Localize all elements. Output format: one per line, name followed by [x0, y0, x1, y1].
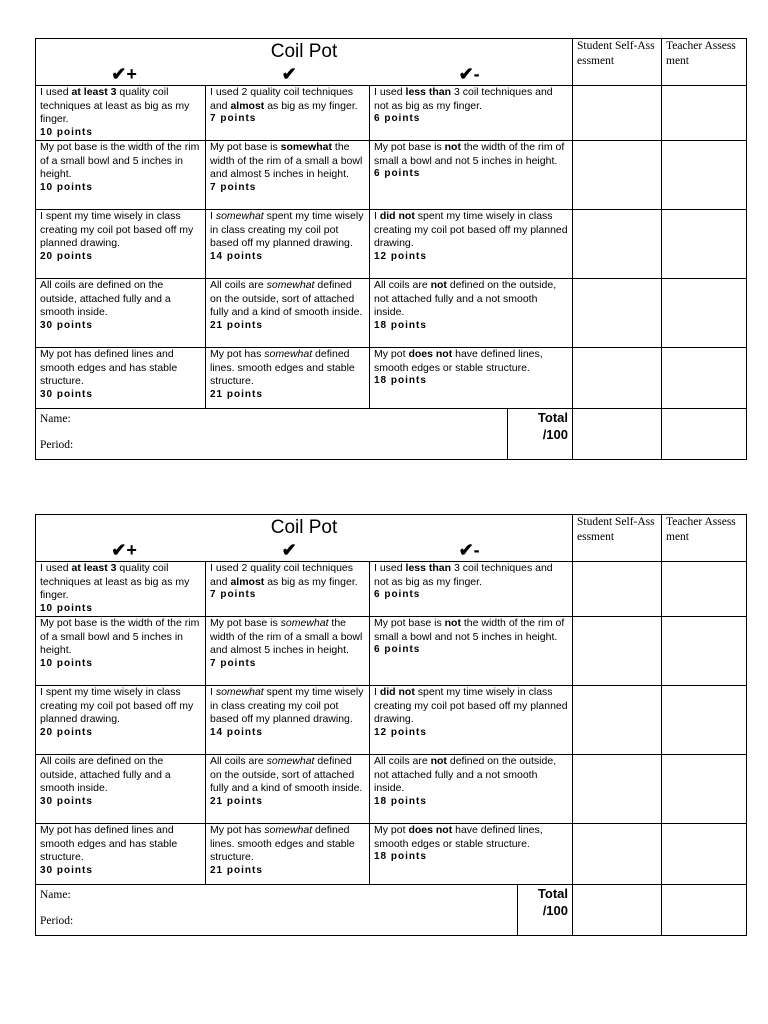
criterion-level-1: My pot has defined lines and smooth edges and has stable structure. 30 points [36, 824, 206, 885]
name-label: Name: [40, 889, 71, 901]
rubric-title: Coil Pot [270, 517, 338, 538]
student-total-cell[interactable] [573, 409, 662, 460]
criteria-row [36, 279, 747, 348]
criterion-level-1: All coils are defined on the outside, attached fully and a smooth inside. 30 points [36, 755, 206, 824]
check-plus-label: ✔+ [111, 540, 137, 560]
criterion-level-1: My pot base is the width of the rim of a small bowl and 5 inches in height. 10 points [36, 141, 206, 210]
rubric-title: Coil Pot [270, 41, 338, 62]
student-score-cell[interactable] [573, 348, 662, 409]
criteria-row [36, 686, 747, 755]
check-label: ✔ [281, 540, 297, 560]
points: 20 points [40, 726, 93, 738]
points: 10 points [40, 657, 93, 669]
points: 6 points [374, 644, 421, 655]
criterion-level-1: All coils are defined on the outside, attached fully and a smooth inside. 30 points [36, 279, 206, 348]
criterion-level-1: I used at least 3 quality coil techniques at least as big as my finger. 10 points [36, 562, 206, 617]
student-score-cell[interactable] [573, 562, 662, 617]
points: 30 points [40, 864, 93, 876]
points: 12 points [374, 250, 427, 262]
points: 14 points [210, 250, 263, 262]
student-total-cell[interactable] [573, 885, 662, 936]
points: 10 points [40, 181, 93, 193]
criteria-row [36, 617, 747, 686]
criteria-row [36, 562, 747, 617]
criterion-level-3: All coils are not defined on the outside, not attached fully and a not smooth inside. 18 points [370, 279, 573, 348]
period-label: Period: [40, 439, 74, 451]
period-label: Period: [40, 915, 74, 927]
teacher-score-cell[interactable] [662, 824, 747, 885]
teacher-total-cell[interactable] [662, 409, 747, 460]
points: 7 points [210, 181, 257, 193]
teacher-assessment-header: Teacher Assessment [662, 39, 747, 86]
criterion-level-3: I used less than 3 coil techniques and not as big as my finger. 6 points [370, 562, 573, 617]
name-period-cell[interactable] [36, 885, 518, 936]
rubric-table [35, 514, 747, 936]
footer-row [36, 409, 747, 460]
total-value: /100 [542, 427, 568, 442]
criterion-level-2: My pot base is somewhat the width of the rim of a small a bowl and almost 5 inches in height. 7 points [206, 617, 370, 686]
criterion-level-3: All coils are not defined on the outside, not attached fully and a not smooth inside. 18 points [370, 755, 573, 824]
points: 30 points [40, 795, 93, 807]
points: 10 points [40, 126, 93, 138]
criterion-level-3: My pot base is not the width of the rim of small a bowl and not 5 inches in height. 6 points [370, 141, 573, 210]
total-cell [518, 885, 573, 936]
criterion-level-2: My pot has somewhat defined lines. smooth edges and stable structure. 21 points [206, 348, 370, 409]
points: 18 points [374, 795, 427, 807]
teacher-assessment-header: Teacher Assessment [662, 515, 747, 562]
teacher-score-cell[interactable] [662, 348, 747, 409]
points: 6 points [374, 113, 421, 124]
check-label: ✔ [281, 64, 297, 84]
criterion-level-1: I used at least 3 quality coil techniques at least as big as my finger. 10 points [36, 86, 206, 141]
points: 21 points [210, 795, 263, 807]
name-label: Name: [40, 413, 71, 425]
criterion-level-1: I spent my time wisely in class creating my coil pot based off my planned drawing. 20 points [36, 686, 206, 755]
check-levels [40, 63, 568, 85]
points: 18 points [374, 851, 427, 862]
points: 18 points [374, 319, 427, 331]
teacher-score-cell[interactable] [662, 617, 747, 686]
criterion-level-2: I somewhat spent my time wisely in class creating my coil pot based off my planned drawing. 14 points [206, 210, 370, 279]
check-levels [40, 539, 568, 561]
points: 21 points [210, 388, 263, 400]
criterion-level-2: All coils are somewhat defined on the outside, sort of attached fully and a kind of smooth inside. 21 points [206, 755, 370, 824]
points: 20 points [40, 250, 93, 262]
criterion-level-3: My pot base is not the width of the rim of small a bowl and not 5 inches in height. 6 points [370, 617, 573, 686]
student-score-cell[interactable] [573, 755, 662, 824]
criterion-level-2: I somewhat spent my time wisely in class creating my coil pot based off my planned drawing. 14 points [206, 686, 370, 755]
student-score-cell[interactable] [573, 824, 662, 885]
points: 6 points [374, 168, 421, 179]
criterion-level-1: I spent my time wisely in class creating my coil pot based off my planned drawing. 20 points [36, 210, 206, 279]
criterion-level-2: I used 2 quality coil techniques and almost as big as my finger. 7 points [206, 86, 370, 141]
student-score-cell[interactable] [573, 141, 662, 210]
teacher-score-cell[interactable] [662, 141, 747, 210]
teacher-score-cell[interactable] [662, 279, 747, 348]
teacher-score-cell[interactable] [662, 86, 747, 141]
points: 21 points [210, 864, 263, 876]
criterion-level-2: All coils are somewhat defined on the outside, sort of attached fully and a kind of smooth inside. 21 points [206, 279, 370, 348]
title-cell [36, 515, 573, 562]
criteria-row [36, 348, 747, 409]
total-cell [508, 409, 573, 460]
teacher-score-cell[interactable] [662, 210, 747, 279]
student-self-assessment-header: Student Self-Assessment [573, 515, 662, 562]
points: 10 points [40, 602, 93, 614]
points: 30 points [40, 388, 93, 400]
criteria-row [36, 210, 747, 279]
points: 7 points [210, 657, 257, 669]
total-value: /100 [542, 903, 568, 918]
total-label: Total [537, 886, 568, 901]
check-minus-label: ✔- [458, 64, 480, 84]
criterion-level-3: I did not spent my time wisely in class creating my coil pot based off my planned drawing. 12 points [370, 210, 573, 279]
criterion-level-3: My pot does not have defined lines, smooth edges or stable structure. 18 points [370, 348, 573, 409]
teacher-score-cell[interactable] [662, 562, 747, 617]
title-cell [36, 39, 573, 86]
points: 6 points [374, 589, 421, 600]
teacher-total-cell[interactable] [662, 885, 747, 936]
points: 21 points [210, 319, 263, 331]
criterion-level-2: My pot has somewhat defined lines. smooth edges and stable structure. 21 points [206, 824, 370, 885]
criterion-level-3: I used less than 3 coil techniques and not as big as my finger. 6 points [370, 86, 573, 141]
points: 30 points [40, 319, 93, 331]
student-score-cell[interactable] [573, 617, 662, 686]
criteria-row [36, 86, 747, 141]
teacher-score-cell[interactable] [662, 686, 747, 755]
check-plus-label: ✔+ [111, 64, 137, 84]
criteria-row [36, 141, 747, 210]
total-label: Total [537, 410, 568, 425]
criterion-level-2: I used 2 quality coil techniques and almost as big as my finger. 7 points [206, 562, 370, 617]
points: 7 points [210, 113, 257, 124]
criterion-level-3: My pot does not have defined lines, smooth edges or stable structure. 18 points [370, 824, 573, 885]
points: 12 points [374, 726, 427, 738]
criterion-level-2: My pot base is somewhat the width of the rim of a small a bowl and almost 5 inches in height. 7 points [206, 141, 370, 210]
student-score-cell[interactable] [573, 279, 662, 348]
student-score-cell[interactable] [573, 210, 662, 279]
points: 7 points [210, 589, 257, 600]
student-score-cell[interactable] [573, 686, 662, 755]
criteria-row [36, 755, 747, 824]
check-minus-label: ✔- [458, 540, 480, 560]
criterion-level-1: My pot has defined lines and smooth edges and has stable structure. 30 points [36, 348, 206, 409]
student-score-cell[interactable] [573, 86, 662, 141]
criteria-row [36, 824, 747, 885]
student-self-assessment-header: Student Self-Assessment [573, 39, 662, 86]
rubric-table [35, 38, 747, 460]
criterion-level-1: My pot base is the width of the rim of a small bowl and 5 inches in height. 10 points [36, 617, 206, 686]
name-period-cell[interactable] [36, 409, 508, 460]
points: 18 points [374, 375, 427, 386]
points: 14 points [210, 726, 263, 738]
footer-row [36, 885, 747, 936]
criterion-level-3: I did not spent my time wisely in class creating my coil pot based off my planned drawing. 12 points [370, 686, 573, 755]
teacher-score-cell[interactable] [662, 755, 747, 824]
